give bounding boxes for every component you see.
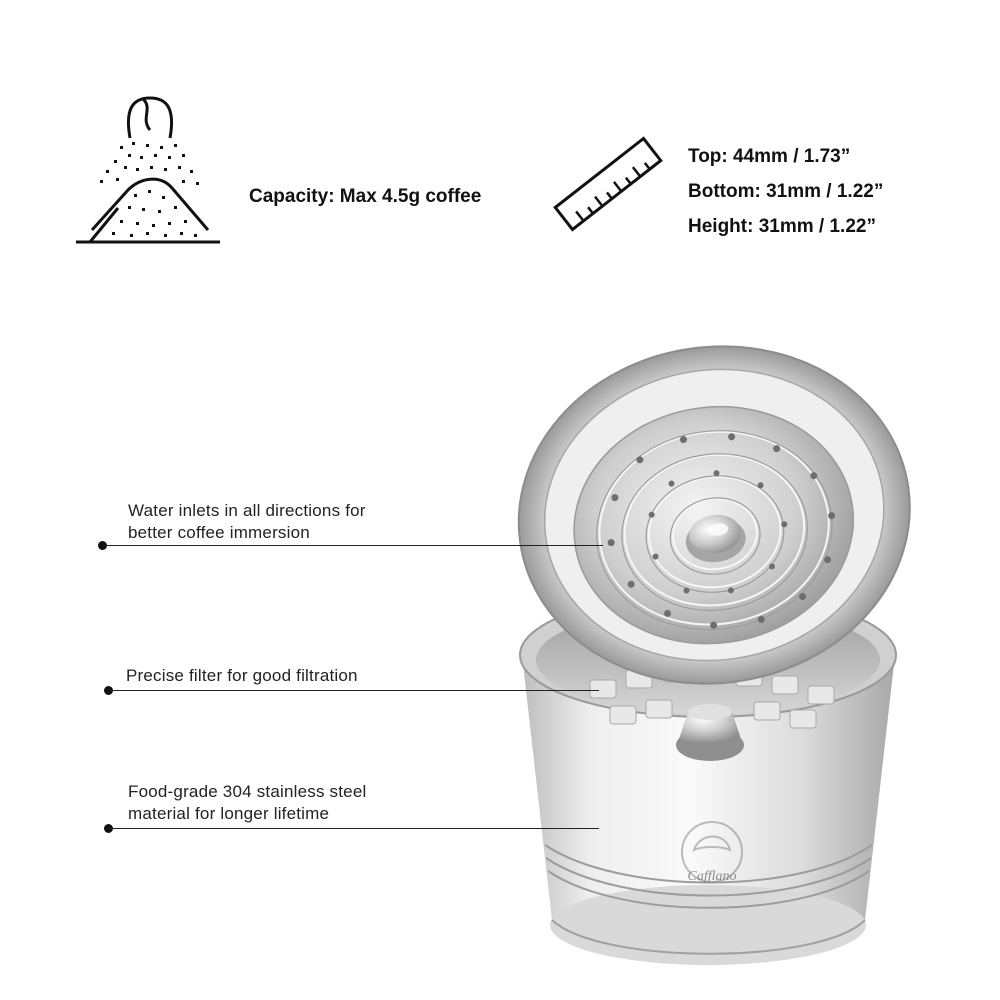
callout-filter-line1: Precise filter for good filtration	[126, 666, 358, 685]
dimension-bottom: Bottom: 31mm / 1.22”	[688, 181, 884, 202]
callout-material-line2: material for longer lifetime	[128, 804, 330, 823]
logo-text: Cafflano	[687, 869, 737, 884]
capacity-text: Capacity: Max 4.5g coffee	[249, 186, 482, 207]
callout-water-inlets-line1: Water inlets in all directions for	[128, 501, 366, 520]
callout-water-inlets-line2: better coffee immersion	[128, 523, 310, 542]
dimension-top: Top: 44mm / 1.73”	[688, 146, 851, 167]
callout-material-line1: Food-grade 304 stainless steel	[128, 782, 367, 801]
callout-line	[103, 545, 603, 546]
dimension-height: Height: 31mm / 1.22”	[688, 216, 876, 237]
callout-line	[109, 828, 599, 829]
callout-line	[109, 690, 599, 691]
